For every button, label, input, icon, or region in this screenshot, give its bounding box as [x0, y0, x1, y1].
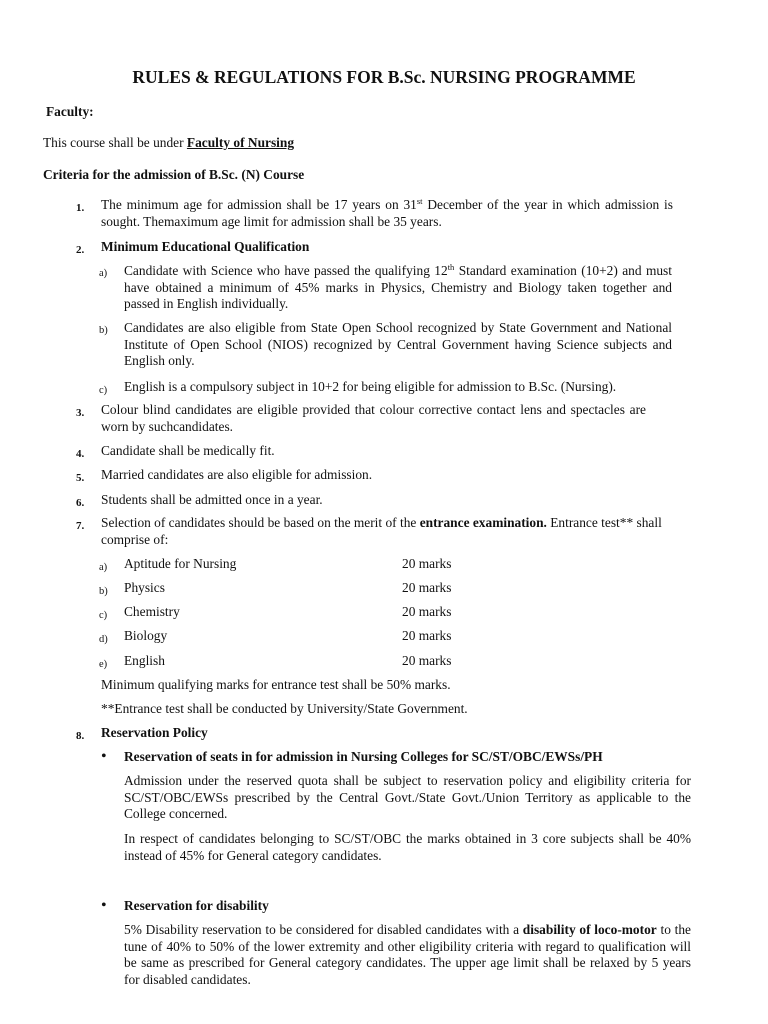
qualification-c-text: English is a compulsory subject in 10+2 for being eligible for admission to B.Sc. (Nursing). — [124, 379, 617, 394]
item-number: 4. — [76, 448, 85, 460]
subject-name: Biology — [124, 628, 168, 643]
item-number: 3. — [76, 407, 85, 419]
subject-marks: 20 marks — [402, 604, 452, 619]
item-4-text: Candidate shall be medically fit. — [101, 443, 275, 458]
bullet-icon: • — [101, 748, 107, 765]
item-number: 2. — [76, 244, 85, 256]
sub-label: a) — [99, 562, 108, 573]
faculty-text: This course shall be under — [43, 135, 187, 150]
item-number: 8. — [76, 730, 85, 742]
qualification-b-text: Candidates are also eligible from State Open School recognized by State Government and National Institute of Open School (NIOS) recognized by Central Government having Science subjects and English only. — [124, 320, 672, 369]
reservation-seats-para-2: In respect of candidates belonging to SC/ST/OBC the marks obtained in 3 core subjects shall be 40% instead of 45% for General category candidates. — [124, 831, 691, 863]
item-7-text-a: Selection of candidates should be based on the merit of the — [101, 515, 420, 530]
disability-text-b: to the tune of 40% to 50% of the lower extremity and other eligibility criteria with regard to qualification will be same as prescribed for General category candidates. The upper age limit shall be relaxed by 5 years for disabled candidates. — [124, 922, 691, 987]
subject-marks: 20 marks — [402, 580, 452, 595]
faculty-line — [43, 135, 294, 152]
min-marks-note: Minimum qualifying marks for entrance test shall be 50% marks. — [101, 677, 451, 692]
bullet-icon: • — [101, 897, 107, 914]
subject-name: Chemistry — [124, 604, 180, 619]
item-1-sup: st — [416, 196, 423, 206]
disability-text-a: 5% Disability reservation to be considered for disabled candidates with a — [124, 922, 523, 937]
subject-marks: 20 marks — [402, 556, 452, 571]
sub-label: b) — [99, 586, 108, 597]
reservation-seats-heading: Reservation of seats in for admission in Nursing Colleges for SC/ST/OBC/EWSs/PH — [124, 749, 603, 764]
subject-name: English — [124, 653, 165, 668]
entrance-exam-bold: entrance examination. — [419, 515, 547, 530]
item-number: 7. — [76, 520, 85, 532]
item-1-text-a: The minimum age for admission shall be 17 years on 31 — [101, 197, 417, 212]
item-number: 6. — [76, 497, 85, 509]
sub-label: b) — [99, 325, 108, 336]
item-1-text-b: December of the year in which admission is sought. Themaximum age limit for admission shall be 35 years. — [101, 197, 673, 229]
item-number: 5. — [76, 472, 85, 484]
faculty-heading: Faculty: — [46, 104, 94, 119]
subject-marks: 20 marks — [402, 653, 452, 668]
reservation-policy-heading: Reservation Policy — [101, 725, 208, 740]
qualification-a-text — [124, 263, 672, 313]
sub-label: a) — [99, 268, 108, 279]
qualification-a-sup: th — [447, 262, 455, 272]
item-5-text: Married candidates are also eligible for admission. — [101, 467, 373, 482]
subject-name: Physics — [124, 580, 165, 595]
sub-label: e) — [99, 659, 108, 670]
criteria-heading: Criteria for the admission of B.Sc. (N) Course — [43, 167, 305, 182]
subject-name: Aptitude for Nursing — [124, 556, 237, 571]
qualification-a-text-a: Candidate with Science who have passed the qualifying 12 — [124, 263, 448, 278]
subject-marks: 20 marks — [402, 628, 452, 643]
item-3-text: Colour blind candidates are eligible provided that colour corrective contact lens and spectacles are worn by suchcandidates. — [101, 402, 646, 434]
document-title: RULES & REGULATIONS FOR B.Sc. NURSING PROGRAMME — [132, 67, 636, 87]
item-number: 1. — [76, 202, 85, 214]
entrance-conducted-note: **Entrance test shall be conducted by University/State Government. — [101, 701, 468, 716]
sub-label: c) — [99, 385, 108, 396]
sub-label: d) — [99, 634, 108, 645]
item-7-text — [101, 515, 676, 548]
reservation-disability-heading: Reservation for disability — [124, 898, 269, 913]
disability-bold: disability of loco-motor — [522, 922, 657, 937]
qualification-a-text-b: Standard examination (10+2) and must have obtained a minimum of 45% marks in Physics, Chemistry and Biology taken together and passed in English individually. — [124, 263, 672, 312]
sub-label: c) — [99, 610, 108, 621]
reservation-seats-para-1: Admission under the reserved quota shall be subject to reservation policy and eligibility criteria for SC/ST/OBC/EWSs prescribed by the Central Govt./State Govt./Union Territory as applicable to the College concerned. — [124, 773, 691, 822]
item-1-text — [101, 197, 673, 230]
item-7-text-b: Entrance test** shall comprise of: — [101, 515, 662, 547]
item-6-text: Students shall be admitted once in a year. — [101, 492, 323, 507]
faculty-name: Faculty of Nursing — [186, 135, 295, 150]
reservation-disability-para — [124, 922, 691, 988]
min-qualification-heading: Minimum Educational Qualification — [101, 239, 310, 254]
